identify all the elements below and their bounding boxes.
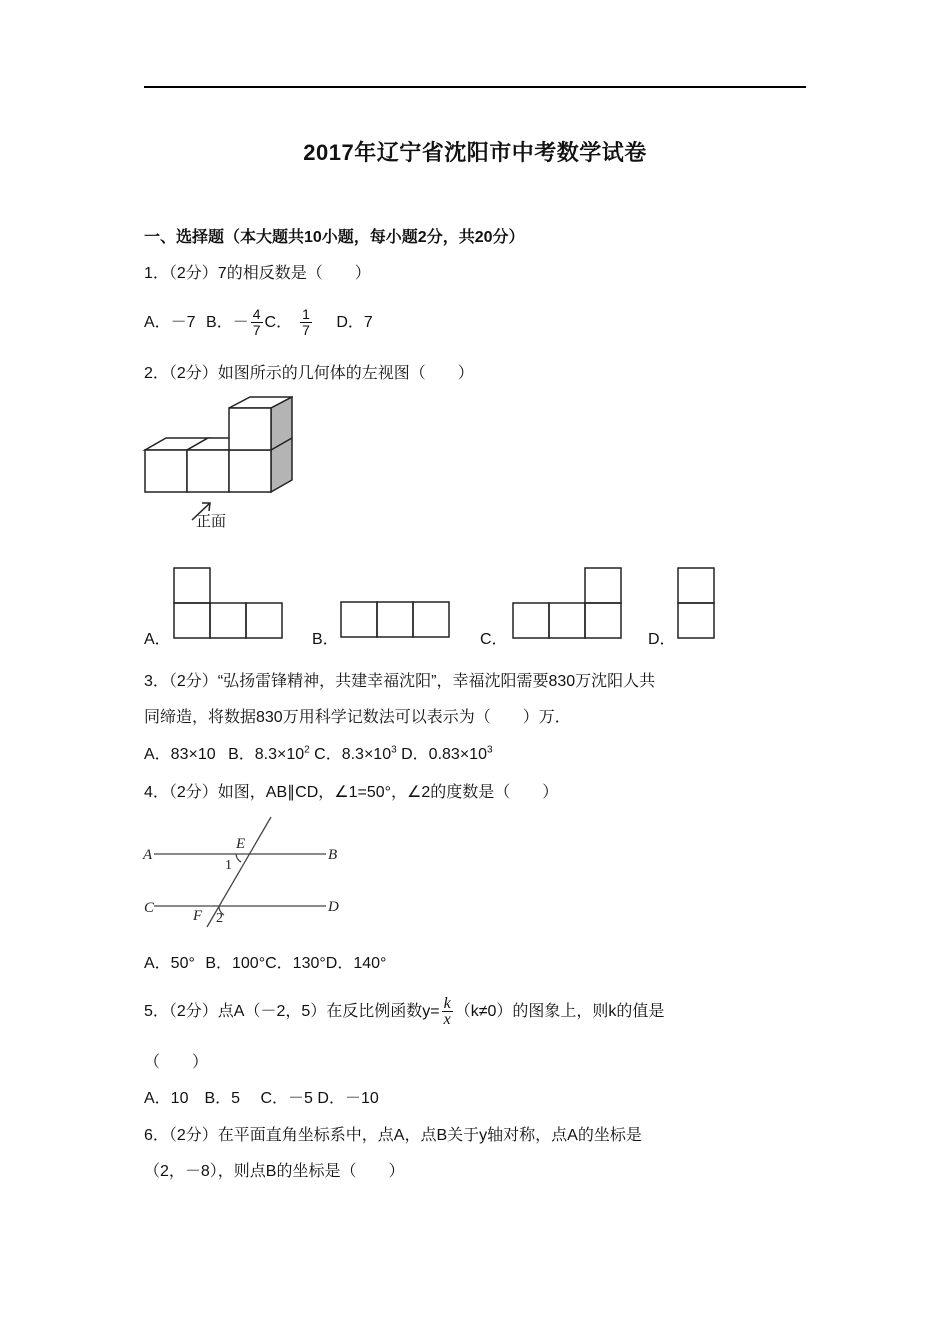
q5-numerator: k [443, 995, 451, 1013]
q1-option-a: A．－7 [144, 314, 196, 331]
q1-option-c-fraction [300, 307, 312, 338]
section-heading: 一、选择题（本大题共10小题，每小题2分，共20分） [144, 229, 525, 246]
page-title: 2017年辽宁省沈阳市中考数学试卷 [303, 140, 647, 165]
q4-option-a: A．50° [144, 955, 195, 972]
q3-option-b-exponent: 2 [304, 744, 310, 756]
q1-option-d: D．7 [336, 314, 373, 331]
q3-stem-line1: 3．（2分）“弘扬雷锋精神，共建幸福沈阳”，幸福沈阳需要830万沈阳人共 [144, 673, 656, 690]
q4-stem: 4．（2分）如图，AB∥CD，∠1=50°，∠2的度数是（ ） [144, 784, 559, 801]
q1-option-b: B．－ [206, 314, 249, 331]
q6-stem-line2: （2，－8），则点B的坐标是（ ） [144, 1163, 405, 1180]
q1-option-c: C． [264, 314, 293, 331]
q5-stem-pre: 5．（2分）点A（－2，5）在反比例函数y= [144, 1003, 440, 1020]
q2-option-b: B． [312, 631, 339, 648]
q2-stem: 2．（2分）如图所示的几何体的左视图（ ） [144, 365, 474, 382]
q4-options [144, 954, 386, 974]
q6-stem-line1: 6．（2分）在平面直角坐标系中，点A，点B关于y轴对称，点A的坐标是 [144, 1127, 642, 1144]
q4-label-b: B [328, 847, 338, 863]
q5-options: A．10 B．5 C．－5 D．－10 [144, 1090, 379, 1107]
q5-stem-line2: （ ） [144, 1054, 209, 1071]
q3-option-c: C．8.3×10 [314, 746, 392, 763]
q2-option-c: C． [480, 631, 508, 648]
q1-b-denominator: 7 [252, 322, 261, 339]
q3-option-c-exponent: 3 [391, 744, 397, 756]
q5-stem-post: （k≠0）的图象上，则k的值是 [454, 1003, 665, 1020]
q2-option-d: D． [648, 631, 676, 648]
q4-label-a: A [143, 847, 153, 863]
q4-parallel-lines-figure [140, 814, 350, 932]
q1-c-numerator: 1 [302, 306, 310, 323]
q5-denominator: x [443, 1011, 451, 1029]
q3-stem-line2: 同缔造，将数据830万用科学记数法可以表示为（ ）万． [144, 709, 571, 726]
q2-front-label: 正面 [196, 513, 227, 530]
q1-stem: 1．（2分）7的相反数是（ ） [144, 265, 371, 282]
q4-label-angle-2: 2 [216, 911, 223, 926]
q4-label-f: F [193, 908, 203, 924]
q3-option-b: B．8.3×10 [228, 746, 305, 763]
header-rule [144, 86, 806, 88]
q4-label-d: D [328, 899, 339, 915]
q2-option-a: A． [144, 631, 171, 648]
q4-label-e: E [236, 836, 246, 852]
q4-angle-1-arc [236, 854, 241, 862]
q4-label-angle-1: 1 [225, 858, 232, 873]
q1-options [144, 304, 373, 342]
q1-c-denominator: 7 [302, 322, 310, 339]
q4-option-d: D．140° [325, 955, 387, 972]
q3-option-d: D．0.83×10 [401, 746, 487, 763]
q1-option-b-fraction [251, 307, 263, 338]
q2-option-b-figure [339, 600, 451, 640]
q3-options [144, 745, 493, 765]
q2-solid-figure [140, 392, 300, 532]
q5-fraction [442, 996, 453, 1027]
q4-option-c: C．130° [265, 955, 326, 972]
q3-option-d-exponent: 3 [486, 744, 493, 756]
q5-stem-line1 [144, 992, 664, 1032]
q2-option-d-figure [676, 566, 716, 640]
q4-option-b: B．100° [205, 955, 266, 972]
q2-option-c-figure [511, 566, 623, 640]
q2-option-a-figure [172, 566, 284, 640]
q3-option-a: A．83×10 [144, 746, 216, 763]
q1-b-numerator: 4 [252, 306, 261, 323]
q4-label-c: C [144, 900, 155, 916]
